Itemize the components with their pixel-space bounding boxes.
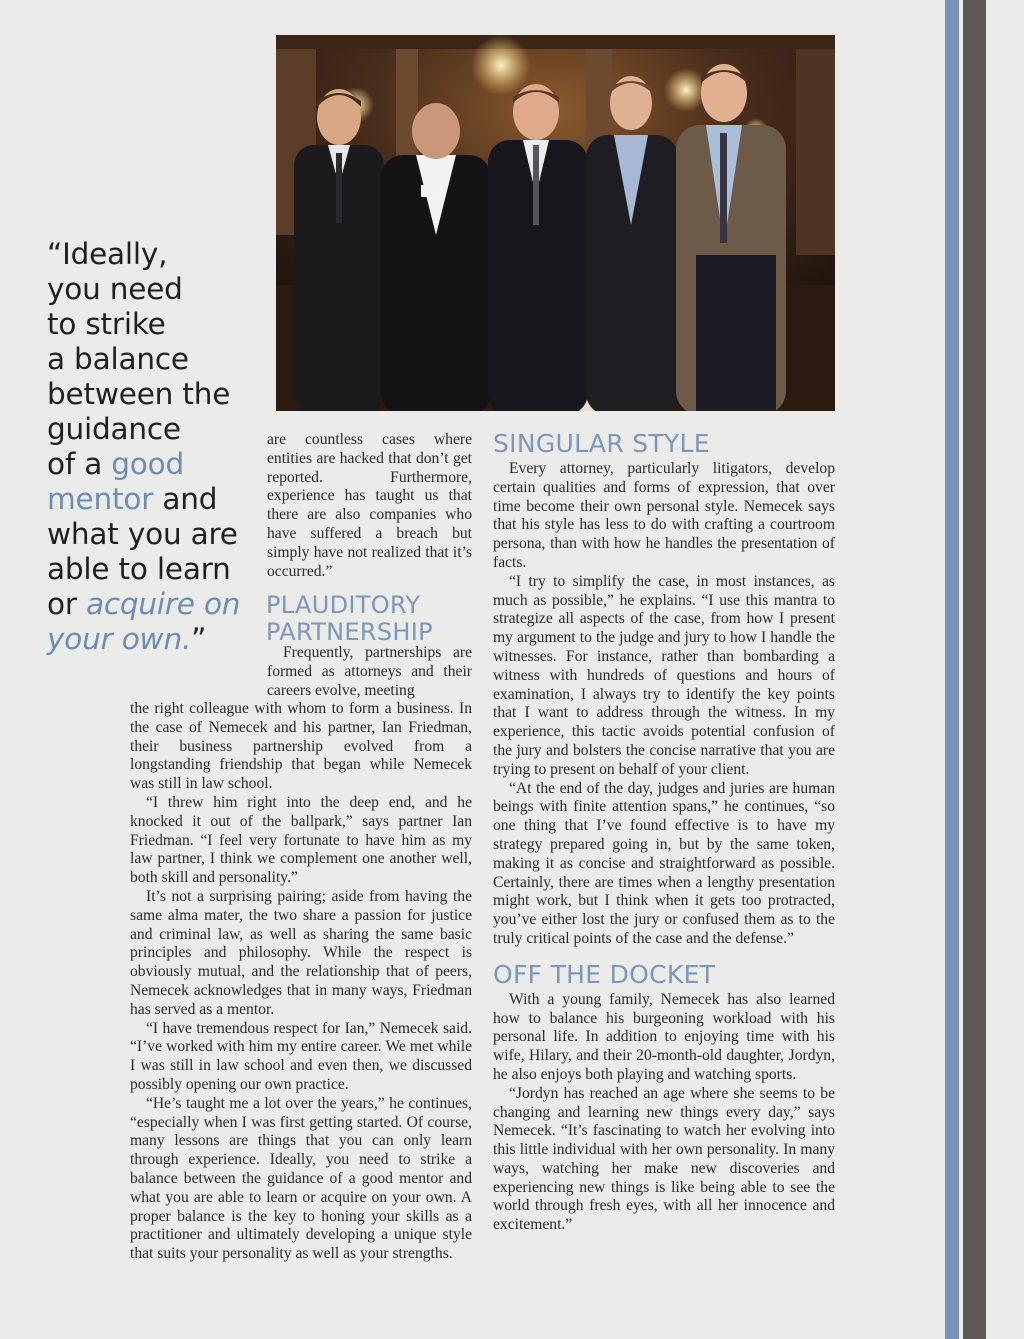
pull-quote-line xyxy=(47,447,262,482)
pull-quote-line xyxy=(47,622,262,657)
pull-quote-line xyxy=(47,482,262,517)
column-a-body xyxy=(130,700,472,1264)
paragraph: With a young family, Nemecek has also learned how to balance his burgeoning workload with his personal life. In addition to enjoying time with his wife, Hilary, and their 20-month-old daughter, Jordyn, he also enjoys both playing and watching sports. xyxy=(493,990,835,1083)
pull-quote-line: able to learn xyxy=(47,552,231,586)
column-b xyxy=(493,428,835,1235)
pull-quote-highlight: your own. xyxy=(47,622,192,656)
pull-quote-text: of a xyxy=(47,447,112,481)
paragraph: Every attorney, particularly litigators, develop certain qualities and forms of expression, that over time become their own personal style. Nemecek says that his style has less to do with crafting a courtroom persona, than with how he handles the presentation of facts. xyxy=(493,460,835,571)
pull-quote-line: to strike xyxy=(47,307,166,341)
pull-quote-line: guidance xyxy=(47,412,181,446)
paragraph: “I have tremendous respect for Ian,” Nemecek said. “I’ve worked with him my entire career. We met while I was still in law school and even then, we discussed possibly opening our own practice. xyxy=(130,1019,472,1093)
pull-quote-text: or xyxy=(47,587,86,621)
paragraph: “I try to simplify the case, in most instances, as much as possible,” he explains. “I use this mantra to strategize all aspects of the case, from how I present my argument to the judge and jury to how I handle the witnesses. For instance, rather than bombarding a witness with hundreds of questions and hours of examination, I always try to identify the key points that I want to address through the witness. In my experience, this tactic avoids potential confusion of the jury and bolsters the concise narrative that you are trying to present on behalf of your client. xyxy=(493,572,835,778)
pull-quote-line xyxy=(47,587,262,622)
decorative-blue-stripe xyxy=(945,0,959,1339)
decorative-gray-stripe xyxy=(963,0,986,1339)
pull-quote-line: “Ideally, xyxy=(47,237,168,271)
paragraph: are countless cases where entities are hacked that don’t get reported. Furthermore, experience has taught us that there are also companies who have suffered a breach but simply have not realized that it’s occurred.” xyxy=(267,431,472,580)
pull-quote-line: you need xyxy=(47,272,183,306)
paragraph: “Jordyn has reached an age where she seems to be changing and learning new things every day,” says Nemecek. “It’s fascinating to watch her evolving into this little individual with her own personality. In many ways, watching her make new discoveries and experiencing new things is like being able to see the world through fresh eyes, with all her innocence and excitement.” xyxy=(493,1084,835,1234)
pull-quote-text: ” xyxy=(191,622,207,656)
pull-quote xyxy=(47,237,262,657)
column-a-intro xyxy=(267,431,472,581)
section-heading-singular-style: SINGULAR STYLE xyxy=(493,429,710,458)
group-photo xyxy=(276,35,835,411)
paragraph: “I threw him right into the deep end, and he knocked it out of the ballpark,” says partner Ian Friedman. “I feel very fortunate to have him as my law partner, I think we complement one another well, both skill and personality.” xyxy=(130,793,472,887)
paragraph: Frequently, partnerships are formed as attorneys and their careers evolve, meeting xyxy=(267,644,472,699)
paragraph: It’s not a surprising pairing; aside from having the same alma mater, the two share a passion for justice and criminal law, as well as sharing the same basic principles and philosophy. While the respect is obviously mutual, and the relationship that of peers, Nemecek acknowledges that in many ways, Friedman has served as a mentor. xyxy=(130,887,472,1018)
pull-quote-line: between the xyxy=(47,377,231,411)
pull-quote-line: what you are xyxy=(47,517,238,551)
paragraph: the right colleague with whom to form a business. In the case of Nemecek and his partner, Ian Friedman, their business partnership evolved from a longstanding friendship that began while Nemecek was still in law school. xyxy=(130,700,472,793)
pull-quote-highlight: good xyxy=(111,447,185,481)
section-heading-plauditory-partnership: PLAUDITORY PARTNERSHIP xyxy=(266,591,433,646)
group-photo-illustration xyxy=(276,35,835,411)
pull-quote-highlight: mentor xyxy=(47,482,154,516)
paragraph: “At the end of the day, judges and juries are human beings with finite attention spans,” he continues, “so one thing that I’ve found effective is to have my strategy prepared going in, but by the same token, making it as concise and straightforward as possible. Certainly, there are times when a lengthy presentation might work, but I think when it gets too protracted, you’ve either lost the jury or confused them as to the truly critical points of the case and the defense.” xyxy=(493,779,835,947)
pull-quote-highlight: acquire on xyxy=(85,587,241,621)
pull-quote-line: a balance xyxy=(47,342,189,376)
column-a-paragraph-start xyxy=(267,644,472,700)
pull-quote-text: and xyxy=(153,482,218,516)
paragraph: “He’s taught me a lot over the years,” he continues, “especially when I was first getting started. Of course, many lessons are things that you can only learn through experience. Ideally, you need to strike a balance between the guidance of a good mentor and what you are able to learn or acquire on your own. A proper balance is the key to honing your skills as a practitioner and ultimately developing a unique style that suits your personality as well as your strengths. xyxy=(130,1094,472,1263)
section-heading-off-the-docket: OFF THE DOCKET xyxy=(493,959,716,989)
